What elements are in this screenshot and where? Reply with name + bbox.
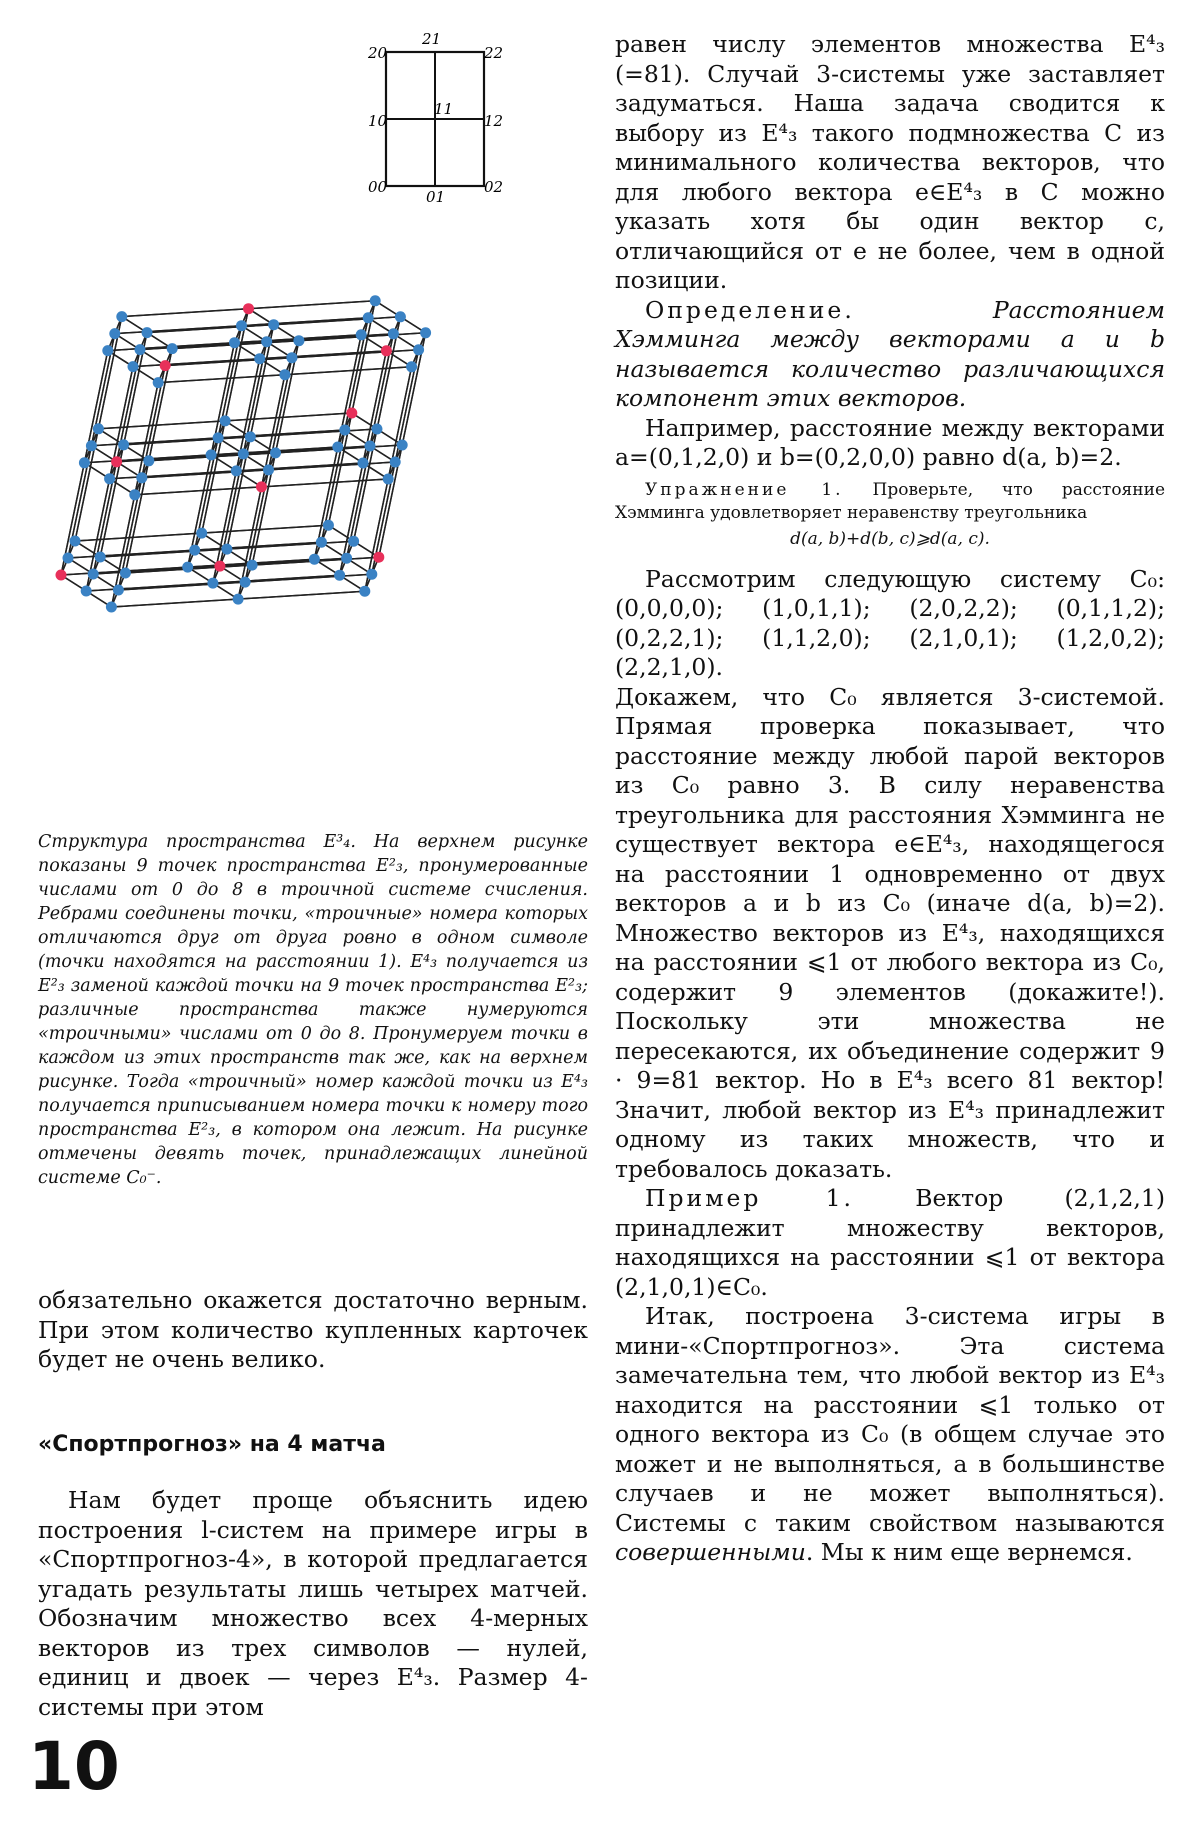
conclusion-text: Итак, построена 3-система игры в мини-«Спортпрогноз». Эта система замечательна тем, что любой вектор из E⁴₃ находится на расстоянии ⩽1 только от одного вектора из C₀ (в общем случае это может и не выполняться, а в большинстве случаев и не может выполняться). Системы с таким свойством называются: [615, 1302, 1165, 1537]
lattice-point: [372, 424, 383, 435]
lattice-point: [220, 415, 231, 426]
perfect-term: совершенными: [615, 1538, 806, 1566]
grid-label-12: 12: [484, 112, 504, 130]
lattice-point: [104, 473, 115, 484]
lattice-edge: [292, 350, 419, 358]
lattice-edge: [202, 525, 329, 533]
lattice-point: [366, 569, 377, 580]
definition-label: Определение.: [645, 295, 855, 324]
lattice-point: [339, 425, 350, 436]
lattice-point: [113, 585, 124, 596]
lattice-point: [143, 455, 154, 466]
lattice-point: [142, 327, 153, 338]
highlighted-point: [214, 561, 225, 572]
lattice-point: [129, 489, 140, 500]
figure-caption: Структура пространства E³₄. На верхнем рисунке показаны 9 точек пространства E²₃, пронумерованные числами от 0 до 8 в троичной системе счисления. Ребрами соединены точки, «троичные» номера которых отличаются друг от друга ровно в одном символе (точки находятся на расстоянии 1). E⁴₃ получается из E²₃ заменой каждой точки на 9 точек пространства E²₃; различные пространства также нумеруются «троичными» числами от 0 до 8. Пронумеруем точки в каждом из этих пространств так же, как на верхнем рисунке. Тогда «троичный» номер каждой точки из E⁴₃ получается приписыванием номера точки к номеру того пространства E²₃, в котором она лежит. На рисунке отмечены девять точек, принадлежащих линейной системе C₀⁻.: [38, 832, 588, 1188]
highlighted-point: [381, 345, 392, 356]
lattice-point: [86, 440, 97, 451]
lattice-edge: [225, 413, 352, 421]
lattice-point: [334, 570, 345, 581]
lattice-point: [81, 586, 92, 597]
grid-label-11: 11: [434, 100, 454, 118]
lattice-point: [323, 520, 334, 531]
lattice-point: [238, 448, 249, 459]
lattice-point: [233, 594, 244, 605]
lattice-edge: [218, 430, 345, 438]
section-heading: «Спортпрогноз» на 4 матча: [38, 1432, 386, 1457]
lattice-point: [363, 312, 374, 323]
lattice-point: [196, 528, 207, 539]
lattice-point: [388, 328, 399, 339]
lattice-point: [88, 569, 99, 580]
lattice-point: [261, 336, 272, 347]
lattice-point: [118, 439, 129, 450]
lattice-point: [213, 432, 224, 443]
lattice-edge: [238, 591, 365, 599]
lattice-edge: [242, 318, 369, 326]
right-column: [615, 30, 1165, 1790]
lattice-edge: [227, 541, 354, 549]
lattice-point: [207, 578, 218, 589]
lattice-point: [116, 311, 127, 322]
page-number: 10: [28, 1728, 120, 1805]
proof-paragraph: Докажем, что C₀ является 3-системой. Прямая проверка показывает, что расстояние между любой парой векторов из C₀ равно 3. В силу неравенства треугольника для расстояния Хэмминга не существует вектора e∈E⁴₃, находящегося на расстоянии 1 одновременно от двух векторов a и b из C₀ (иначе d(a, b)=2). Множество векторов из E⁴₃, находящихся на расстоянии ⩽1 от любого вектора из C₀, содержит 9 элементов (докажите!). Поскольку эти множества не пересекаются, их объединение содержит 9 · 9=81 вектор. Но в E⁴₃ всего 81 вектор! Значит, любой вектор из E⁴₃ принадлежит одному из таких множеств, что и требовалось доказать.: [615, 682, 1165, 1183]
conclusion-end: . Мы к ним еще вернемся.: [805, 1538, 1133, 1566]
grid-label-10: 10: [368, 112, 388, 130]
example-distance-paragraph: Например, расстояние между векторами a=(0,1,2,0) и b=(0,2,0,0) равно d(a, b)=2.: [615, 413, 1165, 471]
lattice-point: [245, 431, 256, 442]
lattice-point: [231, 465, 242, 476]
lattice-point: [128, 361, 139, 372]
lattice-point: [397, 440, 408, 451]
highlighted-point: [243, 303, 254, 314]
lattice-point: [135, 344, 146, 355]
example-1-label: Пример 1.: [645, 1184, 855, 1212]
paragraph-continuation: обязательно окажется достаточно верным. При этом количество купленных карточек будет не очень велико.: [38, 1286, 588, 1373]
lattice-point: [395, 311, 406, 322]
lattice-point: [309, 554, 320, 565]
lattice-edge: [195, 542, 322, 550]
grid-label-20: 20: [368, 44, 388, 62]
lattice-edge: [250, 429, 377, 437]
lattice-point: [229, 337, 240, 348]
lattice-point: [263, 464, 274, 475]
lattice-point: [70, 536, 81, 547]
lattice-point: [420, 327, 431, 338]
lattice-point: [221, 544, 232, 555]
lattice-point: [206, 449, 217, 460]
grid-label-22: 22: [484, 44, 504, 62]
lattice-edge: [285, 367, 412, 375]
definition-paragraph: [615, 296, 1165, 414]
lattice-point: [286, 352, 297, 363]
grid-label-00: 00: [368, 178, 388, 196]
example-1-paragraph: [615, 1184, 1165, 1302]
lattice-point: [358, 458, 369, 469]
highlighted-point: [56, 570, 67, 581]
lattice-point: [106, 602, 117, 613]
lattice-point: [316, 537, 327, 548]
lattice-point: [406, 361, 417, 372]
left-paragraph-1: [38, 1286, 588, 1375]
example-1-text: Вектор (2,1,2,1) принадлежит множеству векторов, находящихся на расстоянии ⩽1 от вектора (2,1,0,1)∈C₀.: [615, 1184, 1165, 1301]
lattice-point: [79, 457, 90, 468]
system-c0-paragraph: Рассмотрим следующую систему C₀: (0,0,0,0); (1,0,1,1); (2,0,2,2); (0,1,1,2); (0,2,2,1); (1,1,2,0); (2,1,0,1); (1,2,0,2); (2,2,1,0).: [615, 564, 1165, 681]
lattice-point: [95, 552, 106, 563]
lattice-point: [247, 560, 258, 571]
lattice-point: [268, 319, 279, 330]
lattice-edge: [243, 446, 370, 454]
conclusion-paragraph: [615, 1302, 1165, 1568]
lattice-point: [332, 442, 343, 453]
lattice-edge: [274, 317, 401, 325]
lattice-edge: [262, 479, 389, 487]
lattice-point: [102, 345, 113, 356]
grid-label-01: 01: [426, 188, 446, 206]
highlighted-point: [111, 456, 122, 467]
lattice-edge: [220, 558, 347, 566]
lattice-point: [182, 562, 193, 573]
lattice-point: [413, 344, 424, 355]
left-column: [38, 30, 588, 1790]
lattice-figure: [38, 30, 588, 820]
paragraph-intro: Нам будет проще объяснить идею построения l-систем на примере игры в «Спортпрогноз-4», в которой предлагается угадать результаты лишь четырех матчей. Обозначим множество всех 4-мерных векторов из трех символов — нулей, единиц и двоек — через E⁴₃. Размер 4-системы при этом: [38, 1486, 588, 1721]
lattice-point: [383, 474, 394, 485]
lattice-point: [341, 553, 352, 564]
lattice-point: [254, 353, 265, 364]
grid-label-02: 02: [484, 178, 504, 196]
lattice-point: [153, 377, 164, 388]
lattice-edge: [213, 575, 340, 583]
lattice-edge: [245, 574, 372, 582]
lattice-edge: [249, 301, 376, 309]
lattice-point: [136, 472, 147, 483]
highlighted-point: [346, 408, 357, 419]
lattice-point: [120, 568, 131, 579]
highlighted-point: [373, 552, 384, 563]
exercise-label: Упражнение 1.: [645, 479, 844, 500]
lattice-point: [356, 329, 367, 340]
grid-label-21: 21: [422, 30, 442, 48]
lattice-point: [365, 441, 376, 452]
lattice-point: [370, 295, 381, 306]
exercise-formula: d(a, b)+d(b, c)⩾d(a, c).: [790, 528, 990, 549]
definition-text: Расстоянием Хэмминга между векторами a и b называется количество различающихся компонент этих векторов.: [615, 295, 1165, 412]
lattice-point: [109, 328, 120, 339]
lattice-point: [63, 553, 74, 564]
lattice-point: [240, 577, 251, 588]
lattice-point: [236, 320, 247, 331]
lattice-point: [348, 536, 359, 547]
lattice-edge: [236, 463, 363, 471]
exercise-paragraph: [615, 479, 1165, 525]
lattice-point: [390, 457, 401, 468]
lattice-point: [270, 447, 281, 458]
lattice-point: [93, 423, 104, 434]
highlighted-point: [256, 481, 267, 492]
paragraph-continuation-right: равен числу элементов множества E⁴₃ (=81). Случай 3-системы уже заставляет задуматься. Наша задача сводится к выбору из E⁴₃ такого подмножества C из минимального количества векторов, что для любого вектора e∈E⁴₃ в C можно указать хотя бы один вектор c, отличающийся от e не более, чем в одной позиции.: [615, 30, 1165, 294]
exercise-text: Проверьте, что расстояние Хэмминга удовлетворяет неравенству треугольника: [615, 479, 1166, 523]
lattice-graph: [56, 295, 432, 612]
lattice-edge: [260, 351, 387, 359]
lattice-point: [359, 586, 370, 597]
lattice-point: [293, 335, 304, 346]
lattice-edge: [267, 334, 394, 342]
highlighted-point: [160, 360, 171, 371]
lattice-point: [279, 369, 290, 380]
lattice-edge: [269, 462, 396, 470]
left-paragraph-2: [38, 1486, 588, 1722]
lattice-point: [189, 545, 200, 556]
lattice-point: [167, 343, 178, 354]
small-grid-diagram: [367, 30, 503, 206]
